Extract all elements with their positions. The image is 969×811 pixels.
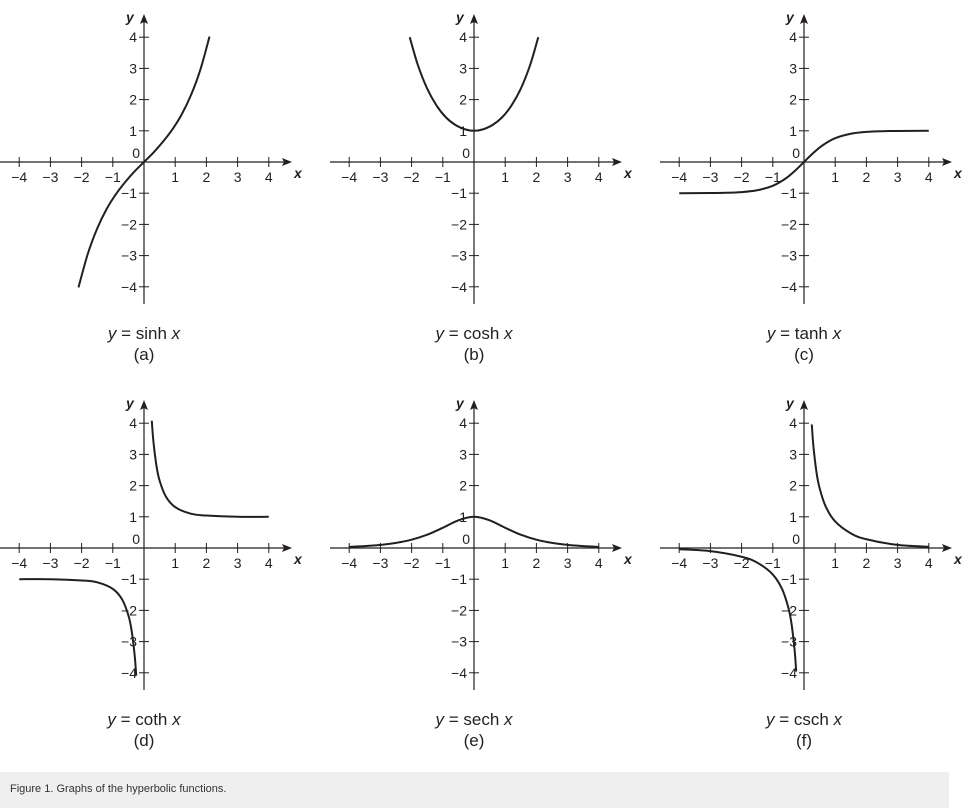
y-tick-label: 1 xyxy=(129,508,137,525)
chart-panel-b xyxy=(330,9,633,364)
x-axis-name: x xyxy=(294,165,302,181)
x-tick-label: 1 xyxy=(501,555,510,571)
x-tick-label: 1 xyxy=(831,169,840,185)
y-axis-name: y xyxy=(786,9,794,25)
equation-label: y = tanh x xyxy=(766,324,842,343)
equation-label: y = sech x xyxy=(435,710,513,729)
y-axis-name: y xyxy=(126,395,134,411)
function-curve xyxy=(812,424,929,546)
x-axis-name: x xyxy=(624,165,632,181)
y-tick-label: −1 xyxy=(451,185,467,202)
x-tick-label: −1 xyxy=(104,555,121,571)
x-tick-label: −2 xyxy=(73,169,90,185)
y-tick-label: −4 xyxy=(121,278,137,295)
x-tick-label: 4 xyxy=(594,169,603,185)
y-tick-label: −1 xyxy=(781,571,797,588)
y-tick-label: −4 xyxy=(451,278,467,295)
origin-label: 0 xyxy=(792,145,800,161)
panel-label: (d) xyxy=(133,731,155,750)
y-tick-label: 4 xyxy=(459,29,467,46)
y-tick-label: 1 xyxy=(129,122,137,139)
y-tick-label: 2 xyxy=(789,477,797,494)
y-tick-label: 1 xyxy=(459,508,467,525)
y-tick-label: −1 xyxy=(121,185,137,202)
x-axis-name: x xyxy=(954,551,962,567)
x-tick-label: 2 xyxy=(202,555,211,571)
chart-panel-c xyxy=(660,9,963,364)
origin-label: 0 xyxy=(462,531,470,547)
y-tick-label: −3 xyxy=(781,247,797,264)
x-tick-label: 3 xyxy=(893,555,902,571)
y-tick-label: −4 xyxy=(781,664,797,681)
origin-label: 0 xyxy=(462,145,470,161)
x-tick-label: −2 xyxy=(733,169,750,185)
origin-label: 0 xyxy=(132,531,140,547)
x-axis-name: x xyxy=(954,165,962,181)
y-tick-label: 1 xyxy=(459,122,467,139)
y-tick-label: 3 xyxy=(789,446,797,463)
y-tick-label: −2 xyxy=(451,216,467,233)
x-tick-label: 1 xyxy=(501,169,510,185)
x-tick-label: 3 xyxy=(233,169,242,185)
y-tick-label: 1 xyxy=(789,122,797,139)
x-tick-label: −1 xyxy=(434,169,451,185)
y-tick-label: −1 xyxy=(451,571,467,588)
y-tick-label: −3 xyxy=(451,633,467,650)
x-tick-label: −3 xyxy=(42,169,59,185)
y-tick-label: 3 xyxy=(129,60,137,77)
y-tick-label: −2 xyxy=(781,602,797,619)
function-curve xyxy=(152,421,269,517)
y-tick-label: −2 xyxy=(121,602,137,619)
x-tick-label: 4 xyxy=(924,169,933,185)
y-tick-label: −4 xyxy=(451,664,467,681)
y-tick-label: −3 xyxy=(121,633,137,650)
y-axis-name: y xyxy=(456,9,464,25)
x-tick-label: −4 xyxy=(341,555,358,571)
x-tick-label: −1 xyxy=(104,169,121,185)
x-tick-label: 1 xyxy=(831,555,840,571)
x-tick-label: 2 xyxy=(202,169,211,185)
chart-panel-e xyxy=(330,395,633,750)
x-tick-label: −4 xyxy=(11,555,28,571)
x-tick-label: −3 xyxy=(42,555,59,571)
x-tick-label: −4 xyxy=(671,169,688,185)
panel-label: (a) xyxy=(133,345,155,364)
x-tick-label: −3 xyxy=(372,555,389,571)
x-tick-label: 2 xyxy=(862,169,871,185)
x-axis-name: x xyxy=(294,551,302,567)
panel-label: (e) xyxy=(463,731,485,750)
y-tick-label: 4 xyxy=(789,29,797,46)
y-tick-label: 4 xyxy=(459,415,467,432)
function-curve xyxy=(19,579,136,675)
y-tick-label: 3 xyxy=(459,60,467,77)
x-tick-label: 1 xyxy=(171,555,180,571)
origin-label: 0 xyxy=(132,145,140,161)
chart-panel-f xyxy=(660,395,963,750)
x-tick-label: −2 xyxy=(73,555,90,571)
y-tick-label: −4 xyxy=(781,278,797,295)
equation-label: y = coth x xyxy=(107,710,181,729)
x-tick-label: −3 xyxy=(702,169,719,185)
y-tick-label: −2 xyxy=(121,216,137,233)
equation-label: y = cosh x xyxy=(435,324,513,343)
x-tick-label: 4 xyxy=(264,169,273,185)
chart-panel-d xyxy=(0,395,303,750)
x-tick-label: −2 xyxy=(403,555,420,571)
y-tick-label: 2 xyxy=(459,91,467,108)
x-axis-name: x xyxy=(624,551,632,567)
y-tick-label: −2 xyxy=(451,602,467,619)
figure-caption: Figure 1. Graphs of the hyperbolic functions. xyxy=(10,783,227,795)
y-tick-label: 2 xyxy=(129,477,137,494)
y-axis-name: y xyxy=(456,395,464,411)
x-tick-label: −4 xyxy=(671,555,688,571)
y-tick-label: −3 xyxy=(451,247,467,264)
x-tick-label: −1 xyxy=(434,555,451,571)
x-tick-label: 4 xyxy=(264,555,273,571)
y-tick-label: −4 xyxy=(121,664,137,681)
x-tick-label: −1 xyxy=(764,555,781,571)
y-tick-label: 2 xyxy=(459,477,467,494)
y-tick-label: 3 xyxy=(459,446,467,463)
equation-label: y = sinh x xyxy=(107,324,181,343)
y-tick-label: 1 xyxy=(789,508,797,525)
y-tick-label: −3 xyxy=(781,633,797,650)
y-tick-label: −3 xyxy=(121,247,137,264)
x-tick-label: 3 xyxy=(563,169,572,185)
x-tick-label: 3 xyxy=(563,555,572,571)
y-tick-label: −2 xyxy=(781,216,797,233)
x-tick-label: −2 xyxy=(733,555,750,571)
y-tick-label: −1 xyxy=(121,571,137,588)
x-tick-label: 4 xyxy=(594,555,603,571)
y-tick-label: 2 xyxy=(129,91,137,108)
y-tick-label: −1 xyxy=(781,185,797,202)
x-tick-label: −4 xyxy=(341,169,358,185)
x-tick-label: −4 xyxy=(11,169,28,185)
panel-label: (f) xyxy=(795,731,813,750)
y-tick-label: 3 xyxy=(129,446,137,463)
y-tick-label: 4 xyxy=(129,29,137,46)
y-axis-name: y xyxy=(786,395,794,411)
x-tick-label: 2 xyxy=(532,169,541,185)
y-axis-name: y xyxy=(126,9,134,25)
x-tick-label: −3 xyxy=(702,555,719,571)
x-tick-label: 4 xyxy=(924,555,933,571)
x-tick-label: −3 xyxy=(372,169,389,185)
panel-label: (c) xyxy=(794,345,814,364)
x-tick-label: 3 xyxy=(893,169,902,185)
x-tick-label: −1 xyxy=(764,169,781,185)
y-tick-label: 4 xyxy=(789,415,797,432)
x-tick-label: 2 xyxy=(862,555,871,571)
x-tick-label: 1 xyxy=(171,169,180,185)
origin-label: 0 xyxy=(792,531,800,547)
caption-bar xyxy=(0,772,949,808)
chart-panel-a xyxy=(0,9,303,364)
x-tick-label: 3 xyxy=(233,555,242,571)
y-tick-label: 3 xyxy=(789,60,797,77)
y-tick-label: 2 xyxy=(789,91,797,108)
equation-label: y = csch x xyxy=(765,710,843,729)
x-tick-label: −2 xyxy=(403,169,420,185)
y-tick-label: 4 xyxy=(129,415,137,432)
panel-label: (b) xyxy=(463,345,485,364)
x-tick-label: 2 xyxy=(532,555,541,571)
